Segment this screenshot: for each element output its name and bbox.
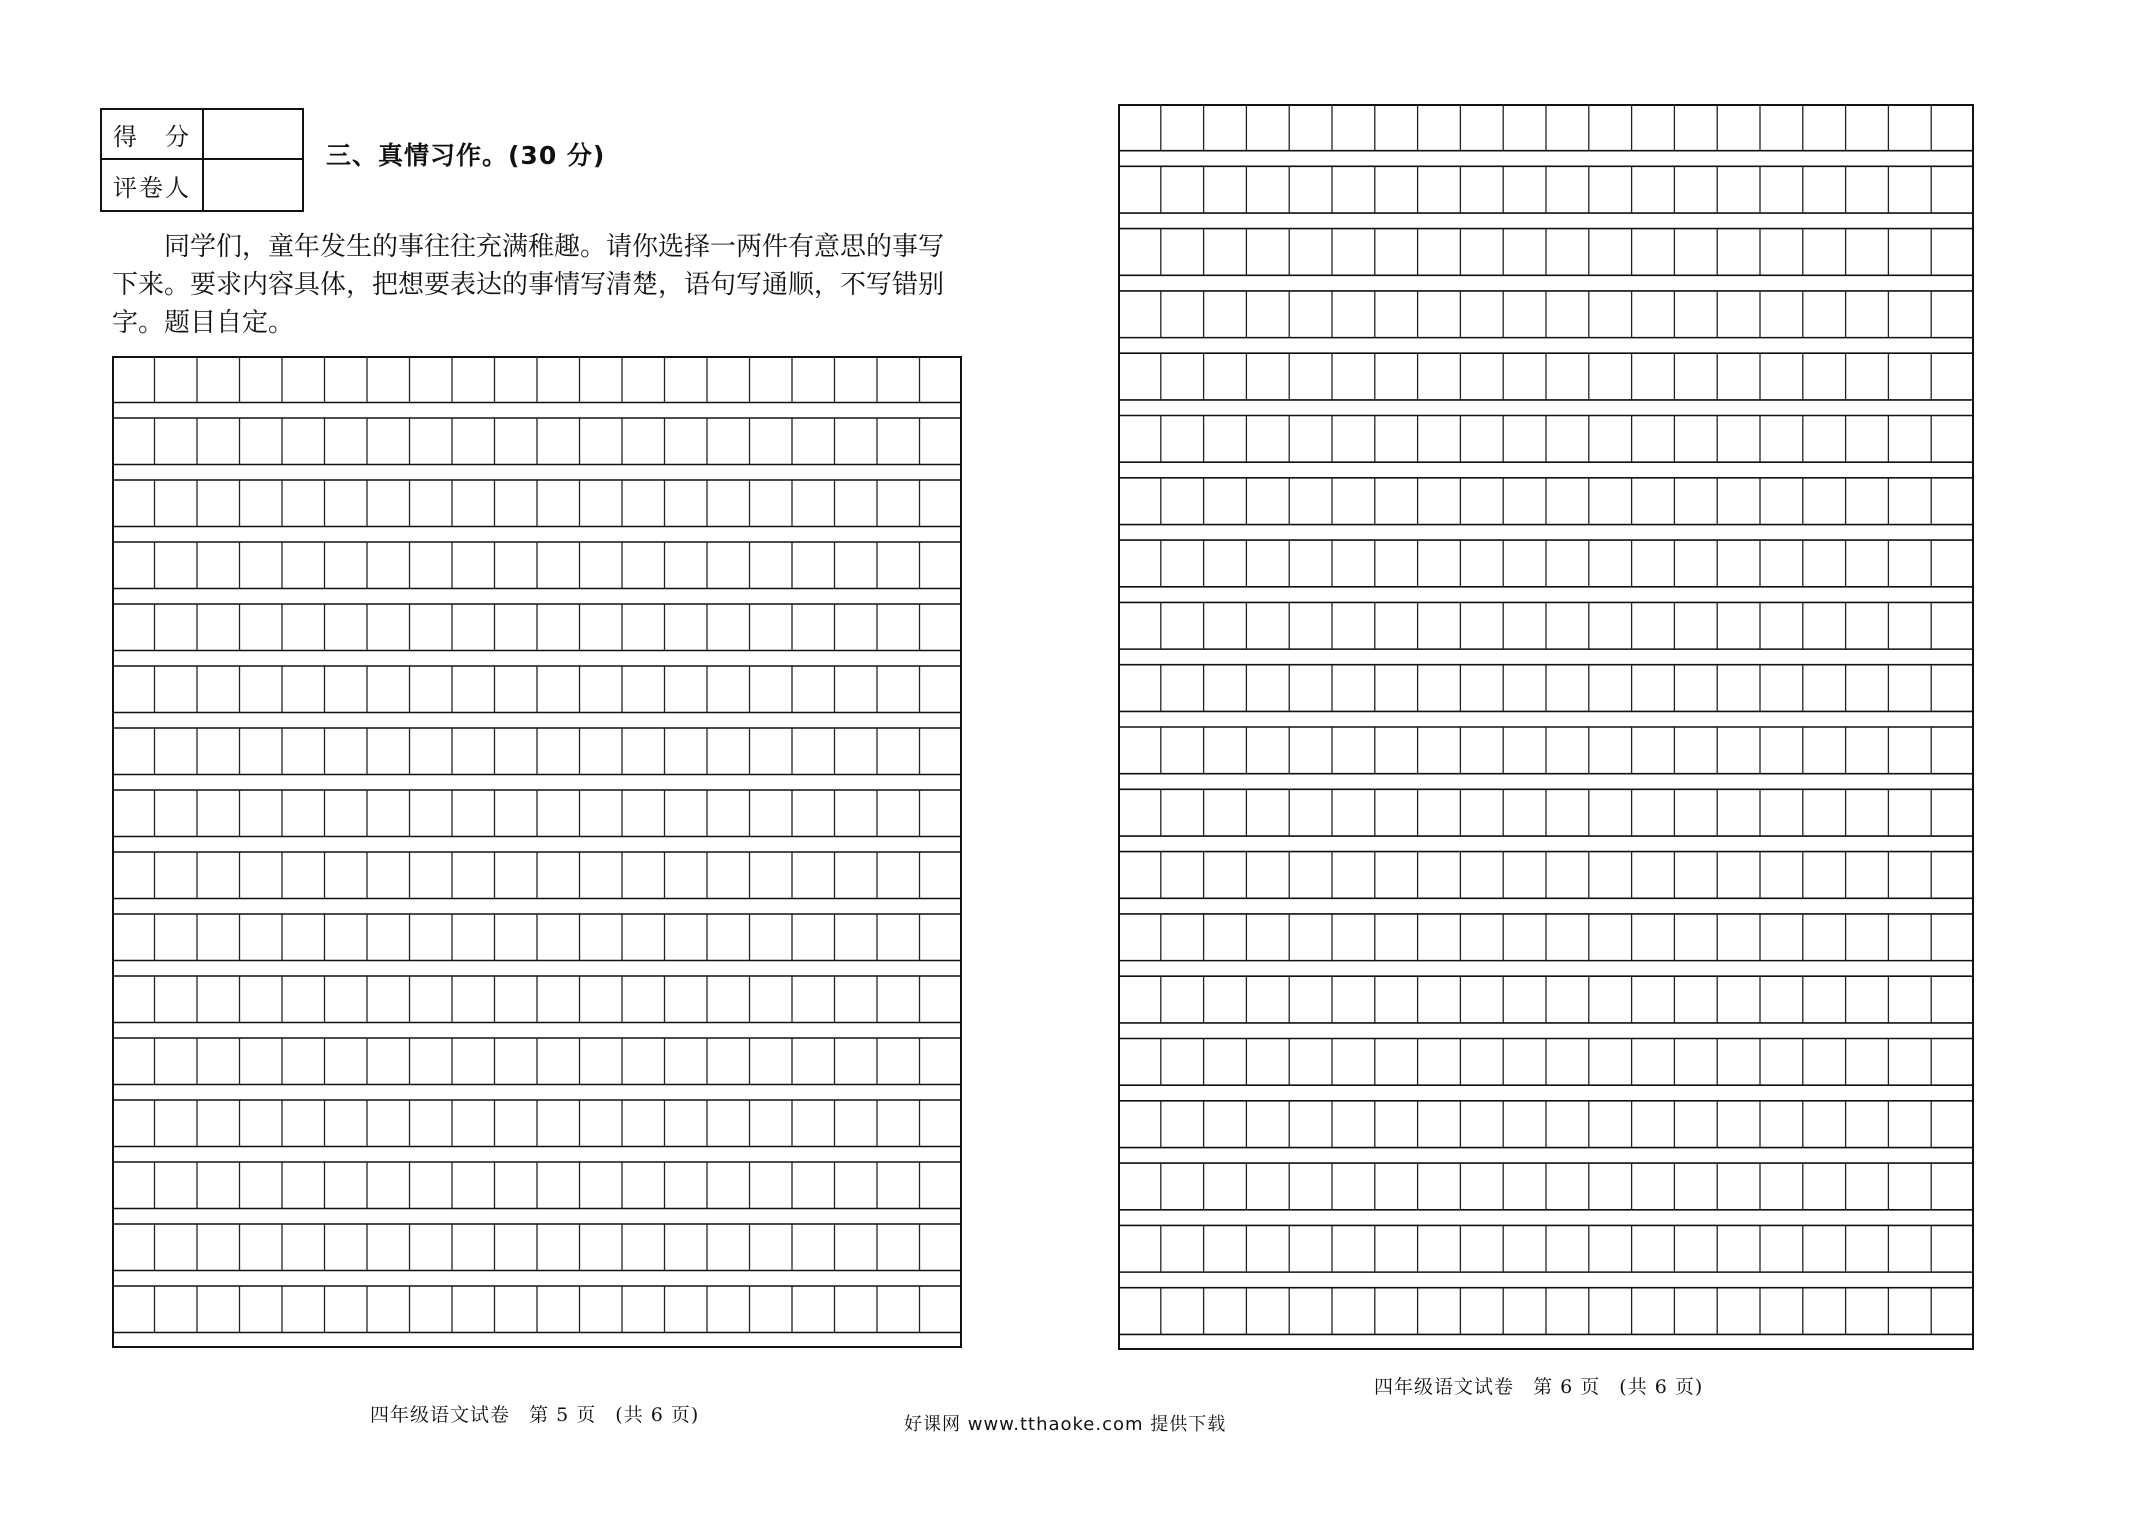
page-total: (共 6 页) xyxy=(615,1404,700,1426)
page-number: 第 6 页 xyxy=(1533,1376,1601,1398)
writing-grid-left xyxy=(112,356,962,1348)
source-credit: 好课网 www.tthaoke.com 提供下载 xyxy=(904,1414,1227,1435)
exam-name: 四年级语文试卷 xyxy=(370,1404,511,1426)
writing-grid-left-lines xyxy=(112,356,962,1348)
page-number: 第 5 页 xyxy=(529,1404,597,1426)
writing-grid-right-lines xyxy=(1118,104,1974,1350)
page-total: (共 6 页) xyxy=(1619,1376,1704,1398)
section-title: 三、真情习作。(30 分) xyxy=(326,141,606,170)
grader-value-box xyxy=(204,160,302,210)
page-footer-left xyxy=(370,1400,699,1427)
exam-name: 四年级语文试卷 xyxy=(1374,1376,1515,1398)
writing-prompt-text: 同学们，童年发生的事往往充满稚趣。请你选择一两件有意思的事写下来。要求内容具体，把想要表达的事情写清楚，语句写通顺，不写错别字。题目自定。 xyxy=(112,232,945,338)
writing-grid-right xyxy=(1118,104,1974,1350)
grader-label: 评卷人 xyxy=(102,160,204,210)
score-label: 得 分 xyxy=(102,110,204,160)
page-footer-right xyxy=(1374,1372,1703,1399)
score-value-box xyxy=(204,110,302,160)
score-table xyxy=(100,108,304,212)
writing-prompt xyxy=(112,228,968,342)
